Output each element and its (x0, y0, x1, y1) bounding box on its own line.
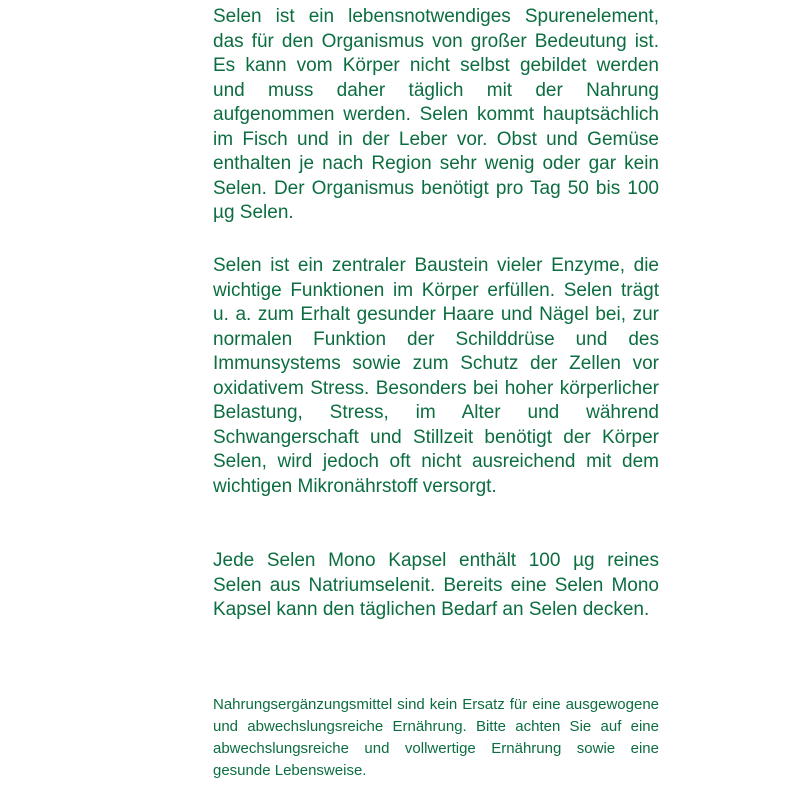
paragraph-selenium-intro: Selen ist ein lebensnotwendiges Spurenelement, das für den Organismus von großer Bedeutung ist. Es kann vom Körper nicht selbst gebildet werden und muss daher täglich mit der Nahrung aufgenommen werden. Selen kommt hauptsächlich im Fisch und in der Leber vor. Obst und Gemüse enthalten je nach Region sehr wenig oder gar kein Selen. Der Organismus benötigt pro Tag 50 bis 100 µg Selen. (213, 6, 659, 223)
paragraph-capsule-info: Jede Selen Mono Kapsel enthält 100 µg reines Selen aus Natriumselenit. Bereits eine Selen Mono Kapsel kann den täglichen Bedarf an Selen decken. (213, 550, 659, 620)
paragraph-selenium-function: Selen ist ein zentraler Baustein vieler Enzyme, die wichtige Funktionen im Körper erfüllen. Selen trägt u. a. zum Erhalt gesunder Haare und Nägel bei, zur normalen Funktion der Schilddrüse und des Immunsystems sowie zum Schutz der Zellen vor oxidativem Stress. Besonders bei hoher körperlicher Belastung, Stress, im Alter und während Schwangerschaft und Stillzeit benötigt der Körper Selen, wird jedoch oft nicht ausreichend mit dem wichtigen Mikronährstoff versorgt. (213, 255, 659, 497)
disclaimer-note: Nahrungsergänzungsmittel sind kein Ersatz für eine ausgewogene und abwechslungsreiche Ernährung. Bitte achten Sie auf eine abwechslungsreiche und vollwertige Ernährung sowie eine gesunde Lebensweise. (213, 696, 659, 779)
